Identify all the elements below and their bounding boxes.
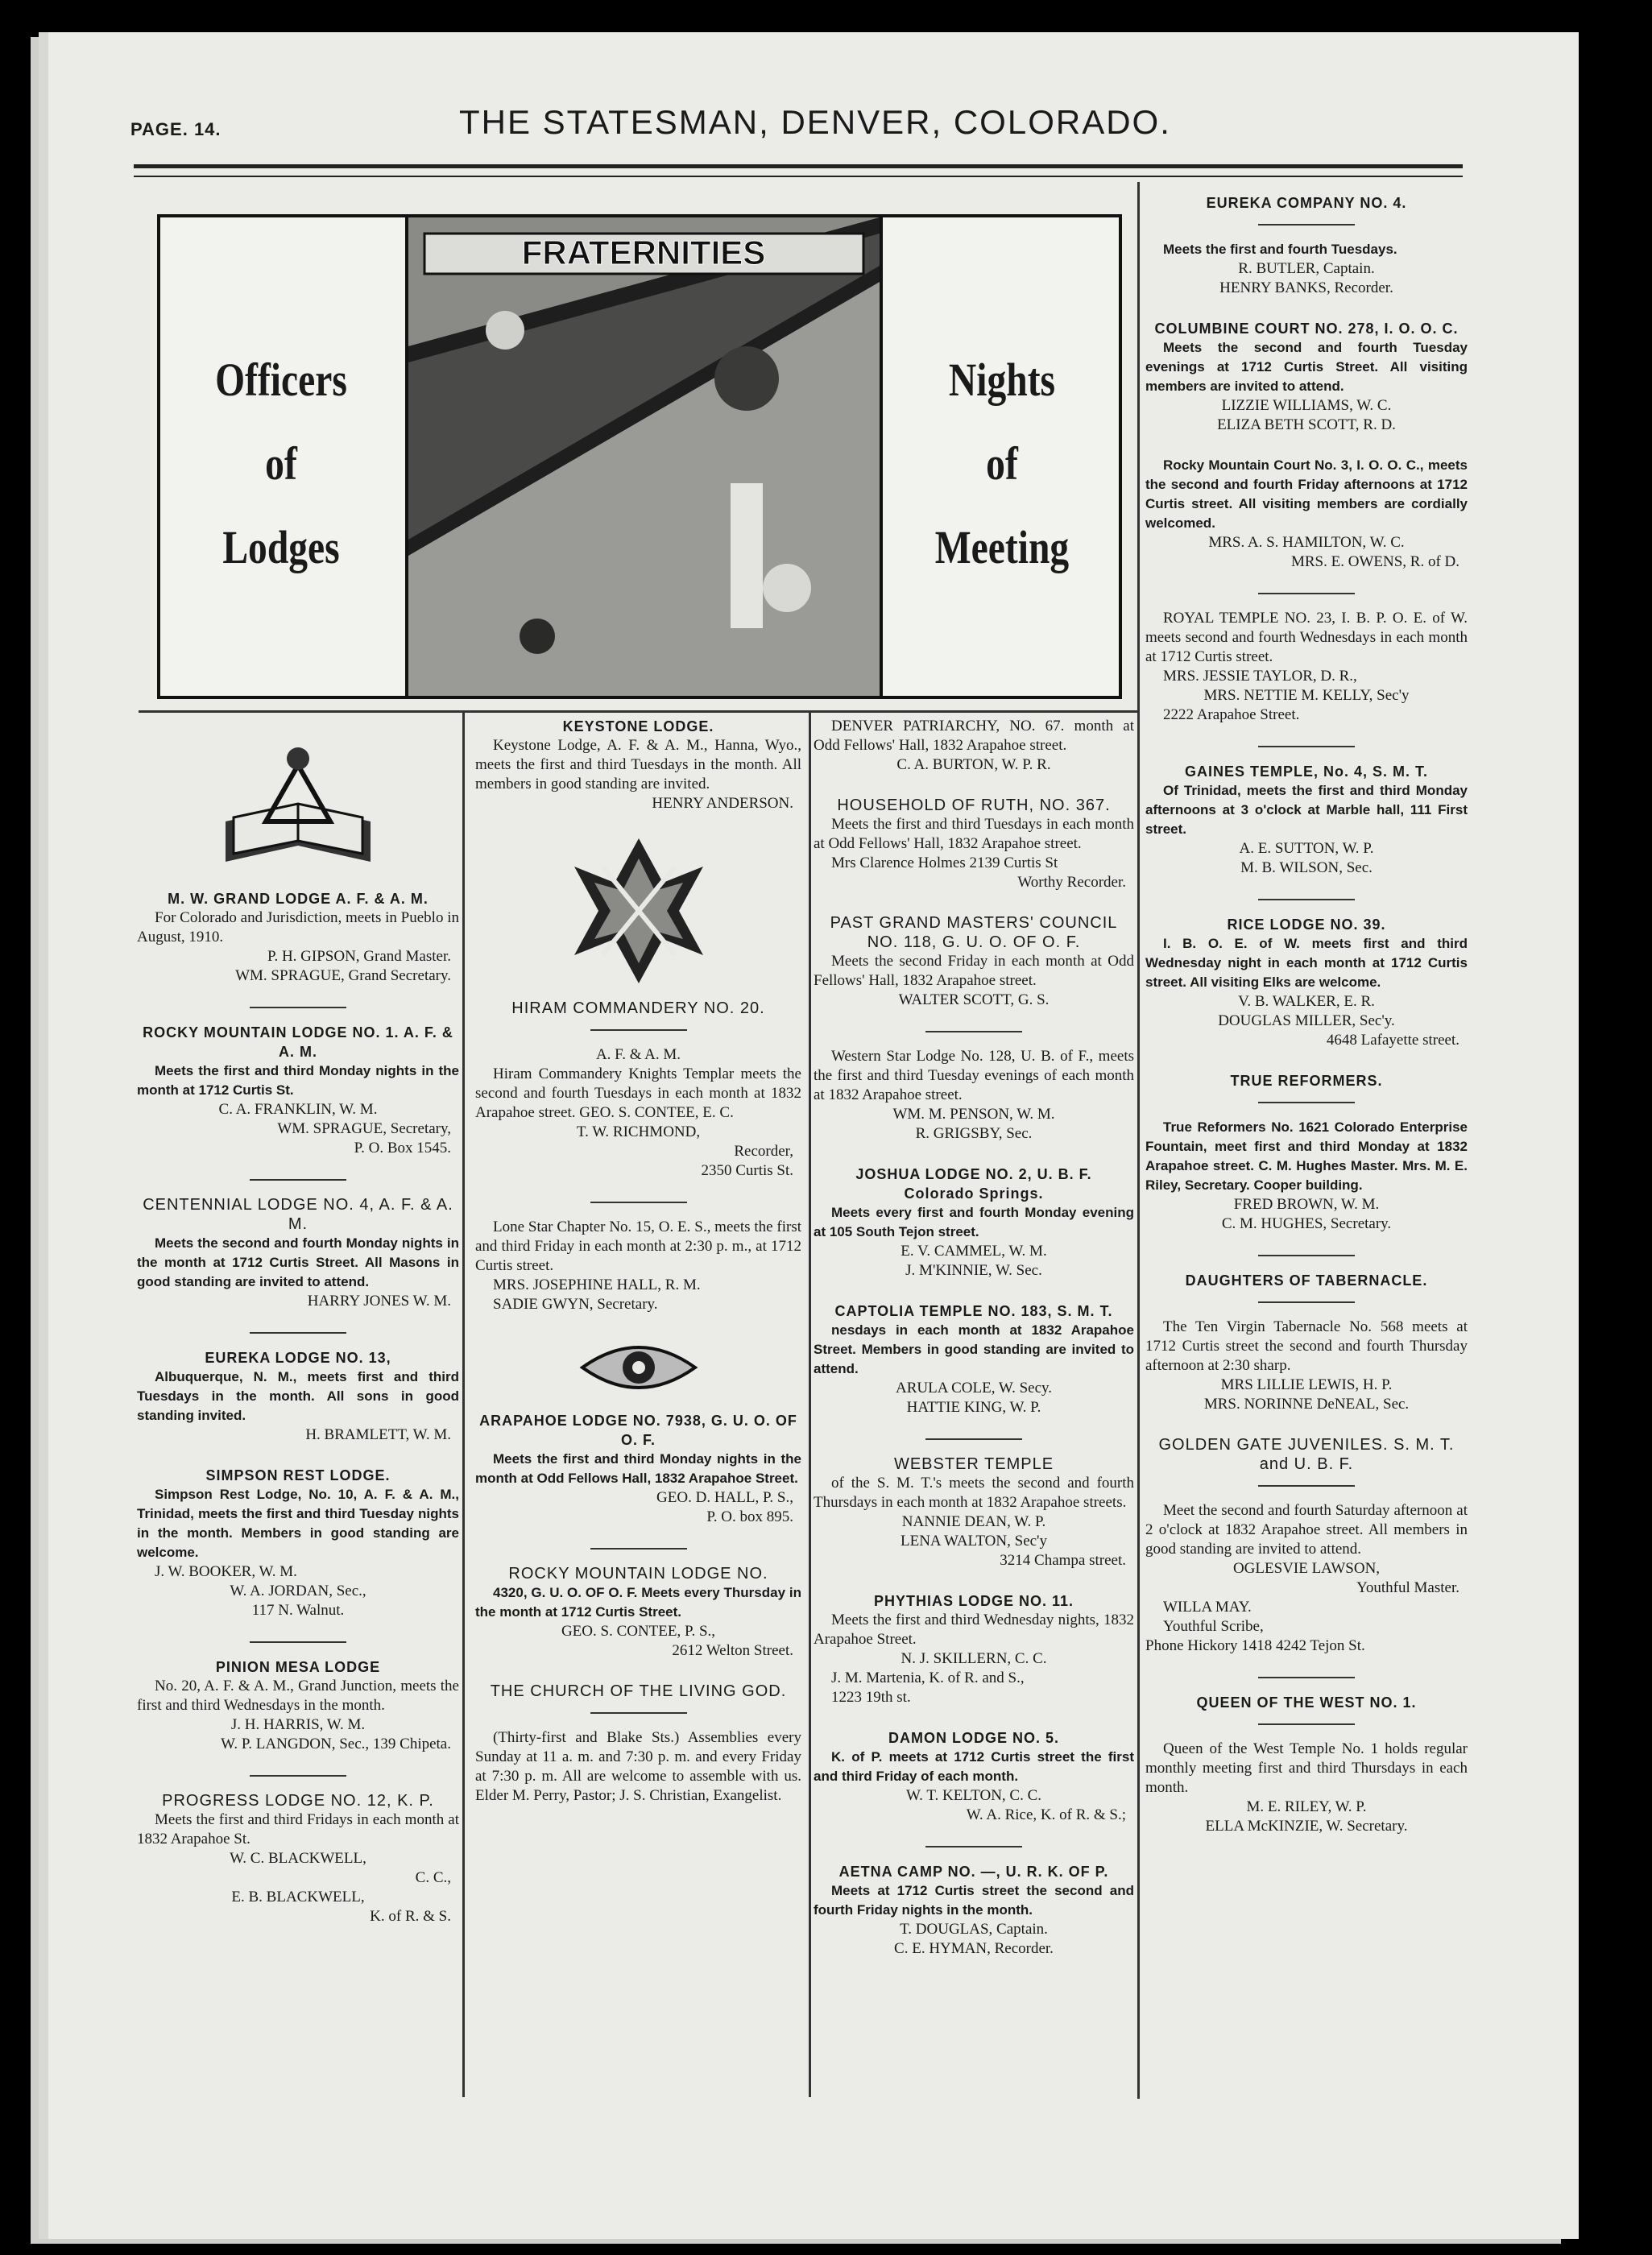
listing-name: Phone Hickory 1418 4242 Tejon St. xyxy=(1145,1637,1365,1654)
listing-name: ARULA COLE, W. Secy. xyxy=(895,1380,1053,1396)
listing-body: Albuquerque, N. M., meets first and third Tuesdays in the month. All sons in good standing invited. xyxy=(137,1369,459,1423)
listing-heading: PHYTHIAS LODGE NO. 11. xyxy=(873,1593,1074,1609)
lodge-listing xyxy=(1145,609,1468,725)
listing-body: 4320, G. U. O. OF O. F. Meets every Thursday in the month at 1712 Curtis Street. xyxy=(475,1585,801,1620)
listing-name: MRS. NETTIE M. KELLY, Sec'y xyxy=(1203,687,1410,704)
listing-body: No. 20, A. F. & A. M., Grand Junction, meets the first and third Wednesdays in the month. xyxy=(137,1678,459,1714)
lodge-listing xyxy=(475,1218,801,1314)
listing-heading: ARAPAHOE LODGE NO. 7938, G. U. O. OF O. F. xyxy=(479,1413,797,1448)
separator xyxy=(925,1438,1022,1440)
banner-word: of xyxy=(265,437,297,490)
lodge-listing xyxy=(1145,1271,1468,1414)
lodge-listing xyxy=(814,1728,1134,1825)
fraternities-banner xyxy=(157,214,1122,699)
listing-body: Meets every first and fourth Monday evening at 105 South Tejon street. xyxy=(814,1205,1134,1239)
listing-body: For Colorado and Jurisdiction, meets in Pueblo in August, 1910. xyxy=(137,909,459,945)
listing-heading: COLUMBINE COURT NO. 278, I. O. O. C. xyxy=(1154,321,1459,337)
banner-word: Officers xyxy=(215,354,347,406)
listing-name: N. J. SKILLERN, C. C. xyxy=(901,1650,1047,1667)
column-rule xyxy=(1137,182,1140,2099)
listing-body: Meets the first and third Tuesdays in each month at Odd Fellows' Hall, 1832 Arapahoe street. xyxy=(814,816,1134,852)
separator xyxy=(590,1712,687,1714)
page-number: PAGE. 14. xyxy=(130,119,222,139)
listing-heading: WEBSTER TEMPLE xyxy=(893,1455,1054,1473)
banner-word: of xyxy=(986,437,1018,490)
lodge-listing xyxy=(137,1023,459,1158)
lodge-listing xyxy=(475,1564,801,1661)
listing-name: FRED BROWN, W. M. xyxy=(1233,1196,1380,1213)
lodge-listing xyxy=(814,1047,1134,1144)
lodge-listing xyxy=(137,1791,459,1926)
listing-name: M. B. WILSON, Sec. xyxy=(1240,859,1373,876)
listing-name: C. E. HYMAN, Recorder. xyxy=(894,1940,1054,1957)
lodge-listing xyxy=(814,796,1134,892)
listing-name: R. BUTLER, Captain. xyxy=(1238,260,1375,277)
separator xyxy=(1258,224,1355,226)
listing-name: J. M'KINNIE, W. Sec. xyxy=(905,1262,1042,1279)
listing-name: J. W. BOOKER, W. M. xyxy=(155,1563,297,1580)
listing-name: P. O. box 895. xyxy=(706,1508,793,1525)
listing-body: Meets the first and third Monday nights in the month at 1712 Curtis St. xyxy=(137,1063,459,1098)
listing-body: Meets the second and fourth Tuesday evenings at 1712 Curtis Street. All visiting members are invited to attend. xyxy=(1145,340,1468,394)
listing-name: Mrs Clarence Holmes 2139 Curtis St xyxy=(831,854,1058,871)
banner-illustration xyxy=(405,217,883,696)
listing-name: WM. M. PENSON, W. M. xyxy=(892,1106,1055,1123)
listing-name: W. T. KELTON, C. C. xyxy=(905,1787,1042,1804)
lodge-listing xyxy=(475,1411,801,1527)
listing-name: J. H. HARRIS, W. M. xyxy=(230,1716,366,1733)
listing-name: WM. SPRAGUE, Grand Secretary. xyxy=(235,967,451,984)
listing-name: 117 N. Walnut. xyxy=(251,1602,345,1619)
listing-name: MRS. JESSIE TAYLOR, D. R., xyxy=(1163,668,1357,685)
listing-name: Youthful Master. xyxy=(1356,1579,1459,1596)
listing-name: C. A. BURTON, W. P. R. xyxy=(896,756,1051,773)
listing-name: 4648 Lafayette street. xyxy=(1326,1032,1459,1049)
listing-name: SADIE GWYN, Secretary. xyxy=(493,1296,658,1313)
listing-heading: AETNA CAMP NO. —, U. R. K. OF P. xyxy=(838,1864,1109,1880)
separator xyxy=(1258,1677,1355,1678)
listing-name: 1223 19th st. xyxy=(831,1689,911,1706)
separator xyxy=(1258,1255,1355,1256)
listing-name: Recorder, xyxy=(734,1143,793,1160)
listing-heading: EUREKA COMPANY NO. 4. xyxy=(1206,195,1407,211)
listing-body: True Reformers No. 1621 Colorado Enterprise Fountain, meet first and third Monday at 1832 Arapahoe street. C. M. Hughes Master. Mrs. M. E. Riley, Secretary. Cooper building. xyxy=(1145,1119,1468,1193)
lodge-listing xyxy=(137,1195,459,1311)
listing-name: A. E. SUTTON, W. P. xyxy=(1239,840,1374,857)
lodge-listing xyxy=(475,999,801,1181)
banner-center-title: FRATERNITIES xyxy=(521,234,766,271)
separator xyxy=(250,1332,346,1334)
column-rule xyxy=(809,712,811,2097)
listing-name: ELIZA BETH SCOTT, R. D. xyxy=(1217,416,1396,433)
separator xyxy=(1258,899,1355,900)
listing-name: E. V. CAMMEL, W. M. xyxy=(901,1243,1047,1260)
listing-name: 2612 Welton Street. xyxy=(672,1642,793,1659)
listing-name: WILLA MAY. xyxy=(1163,1599,1252,1616)
listing-body: Hiram Commandery Knights Templar meets the second and fourth Tuesdays in each month at 1832 Arapahoe street. GEO. S. CONTEE, E. C. xyxy=(475,1065,801,1121)
listing-heading: GOLDEN GATE JUVENILES. S. M. T. and U. B. F. xyxy=(1158,1436,1455,1473)
listing-name: ELLA McKINZIE, W. Secretary. xyxy=(1205,1818,1408,1835)
listing-body: K. of P. meets at 1712 Curtis street the first and third Friday of each month. xyxy=(814,1749,1134,1784)
separator xyxy=(925,1031,1022,1032)
listing-heading: JOSHUA LODGE NO. 2, U. B. F. xyxy=(855,1166,1092,1182)
lodge-listing xyxy=(475,717,801,813)
listing-name: T. W. RICHMOND, xyxy=(576,1123,701,1140)
listing-name: MRS LILLIE LEWIS, H. P. xyxy=(1220,1376,1393,1393)
listing-name: OGLESVIE LAWSON, xyxy=(1232,1560,1381,1577)
listing-name: Youthful Scribe, xyxy=(1163,1618,1264,1635)
banner-word: Nights xyxy=(948,354,1056,406)
listing-name: HARRY JONES W. M. xyxy=(307,1293,451,1310)
listing-name: WALTER SCOTT, G. S. xyxy=(898,991,1050,1008)
lodge-listing xyxy=(1145,915,1468,1050)
listing-body: Meets the second Friday in each month at Odd Fellows' Hall, 1832 Arapahoe street. xyxy=(814,953,1134,989)
listing-body: The Ten Virgin Tabernacle No. 568 meets at 1712 Curtis street the second and fourth Thursday afternoon at 2:30 sharp. xyxy=(1145,1318,1468,1374)
listing-body: of the S. M. T.'s meets the second and fourth Thursdays in each month at 1832 Arapahoe streets. xyxy=(814,1475,1134,1511)
listing-heading: ROCKY MOUNTAIN LODGE NO. 1. A. F. & A. M. xyxy=(143,1024,453,1060)
lodge-listing xyxy=(814,913,1134,1010)
listing-name: MRS. JOSEPHINE HALL, R. M. xyxy=(493,1276,701,1293)
listing-body: Western Star Lodge No. 128, U. B. of F., meets the first and third Tuesday evenings of each month at 1832 Arapahoe street. xyxy=(814,1048,1134,1103)
listing-name: 2222 Arapahoe Street. xyxy=(1163,706,1300,723)
newspaper-title: THE STATESMAN, DENVER, COLORADO. xyxy=(459,103,1171,141)
listing-heading: QUEEN OF THE WEST NO. 1. xyxy=(1196,1694,1417,1711)
separator xyxy=(1258,593,1355,594)
listing-name: MRS. A. S. HAMILTON, W. C. xyxy=(1208,534,1405,551)
listing-body: I. B. O. E. of W. meets first and third Wednesday night in each month at 1712 Curtis street. All visiting Elks are welcome. xyxy=(1145,936,1468,990)
listing-name: W. A. JORDAN, Sec., xyxy=(230,1583,366,1599)
banner-word: Meeting xyxy=(934,521,1070,573)
separator xyxy=(925,1846,1022,1847)
listing-body: Meets the first and third Wednesday nights, 1832 Arapahoe Street. xyxy=(814,1612,1134,1648)
listing-body: Meets the first and third Fridays in each month at 1832 Arapahoe St. xyxy=(137,1811,459,1847)
listing-name: C. C., xyxy=(415,1869,451,1886)
listing-heading: EUREKA LODGE NO. 13, xyxy=(205,1350,391,1366)
lodge-listing xyxy=(814,1454,1134,1570)
listing-name: W. A. Rice, K. of R. & S.; xyxy=(966,1806,1126,1823)
listing-name: M. E. RILEY, W. P. xyxy=(1246,1798,1367,1815)
listing-body: Keystone Lodge, A. F. & A. M., Hanna, Wyo., meets the first and third Tuesdays in the month. All members in good standing are invited. xyxy=(475,737,801,792)
column-rule xyxy=(462,712,465,2097)
listing-body: Lone Star Chapter No. 15, O. E. S., meets the first and third Friday in each month at 2:30 p. m., at 1712 Curtis street. xyxy=(475,1219,801,1274)
listing-name: W. C. BLACKWELL, xyxy=(230,1850,366,1867)
listing-name: R. GRIGSBY, Sec. xyxy=(915,1125,1033,1142)
lodge-listing xyxy=(137,1466,459,1620)
listing-name: MRS. E. OWENS, R. of D. xyxy=(1290,553,1459,570)
listing-name: K. of R. & S. xyxy=(370,1908,451,1925)
header-rule-thin xyxy=(134,176,1463,177)
listing-body: Meets at 1712 Curtis street the second and fourth Friday nights in the month. xyxy=(814,1883,1134,1918)
listing-heading: PINION MESA LODGE xyxy=(215,1659,381,1675)
lodge-listing xyxy=(814,1165,1134,1281)
listing-name: LENA WALTON, Sec'y xyxy=(901,1533,1047,1550)
listing-subheading: Colorado Springs. xyxy=(904,1185,1044,1202)
listing-name: T. DOUGLAS, Captain. xyxy=(900,1921,1048,1938)
listing-heading: DAMON LODGE NO. 5. xyxy=(888,1730,1059,1746)
listing-body: Simpson Rest Lodge, No. 10, A. F. & A. M., Trinidad, meets the first and third Tuesday nights in the month. Members in good standing are welcome. xyxy=(137,1487,459,1560)
separator xyxy=(1258,1102,1355,1103)
lodge-listing xyxy=(1145,1435,1468,1656)
listing-body: Meets the second and fourth Monday nights in the month at 1712 Curtis Street. All Masons in good standing are invited to attend. xyxy=(137,1235,459,1289)
lodge-listing xyxy=(1145,319,1468,435)
listing-body: (Thirty-first and Blake Sts.) Assemblies every Sunday at 11 a. m. and 7:30 p. m. and every Friday at 7:30 p. m. All are welcome to assemble with us. Elder M. Perry, Pastor; J. S. Christian, Exangelist. xyxy=(475,1729,801,1804)
lodge-listing xyxy=(1145,1071,1468,1234)
listing-body: Meets the first and third Monday nights in the month at Odd Fellows Hall, 1832 Arapahoe Street. xyxy=(475,1451,801,1486)
column-3 xyxy=(814,717,1134,1980)
listing-name: C. M. HUGHES, Secretary. xyxy=(1221,1215,1392,1232)
separator xyxy=(1258,746,1355,747)
lodge-listing xyxy=(137,889,459,986)
listing-name: Worthy Recorder. xyxy=(1017,874,1126,891)
listing-heading: KEYSTONE LODGE. xyxy=(562,718,714,734)
listing-heading: THE CHURCH OF THE LIVING GOD. xyxy=(490,1682,787,1700)
listing-body: ROYAL TEMPLE NO. 23, I. B. P. O. E. of W. meets second and fourth Wednesdays in each month at 1712 Curtis street. xyxy=(1145,610,1468,665)
separator xyxy=(590,1029,687,1031)
listing-name: MRS. NORINNE DeNEAL, Sec. xyxy=(1203,1396,1410,1413)
separator xyxy=(250,1641,346,1643)
lodge-listing xyxy=(137,1657,459,1754)
lodge-listing xyxy=(1145,1693,1468,1836)
lodge-listing xyxy=(1145,762,1468,878)
listing-heading: CAPTOLIA TEMPLE NO. 183, S. M. T. xyxy=(834,1303,1113,1319)
listing-name: LIZZIE WILLIAMS, W. C. xyxy=(1221,397,1392,414)
listing-name: P. O. Box 1545. xyxy=(354,1140,451,1156)
banner-word: Lodges xyxy=(222,521,340,573)
listing-body: Meet the second and fourth Saturday afternoon at 2 o'clock at 1832 Arapahoe street. All members in good standing are invited to attend. xyxy=(1145,1502,1468,1558)
lodge-listing xyxy=(475,1682,801,1806)
lodge-listing xyxy=(814,1301,1134,1417)
lodge-listing xyxy=(137,1348,459,1445)
listing-name: H. BRAMLETT, W. M. xyxy=(305,1426,451,1443)
listing-name: W. P. LANGDON, Sec., 139 Chipeta. xyxy=(221,1736,451,1752)
separator xyxy=(590,1548,687,1550)
lodge-listing xyxy=(814,1862,1134,1959)
lodge-listing xyxy=(1145,193,1468,298)
listing-body: Rocky Mountain Court No. 3, I. O. O. C., meets the second and fourth Friday afternoons at 1712 Curtis street. All visiting members are cordially welcomed. xyxy=(1145,457,1468,531)
listing-name: V. B. WALKER, E. R. xyxy=(1238,993,1375,1010)
listing-heading: GAINES TEMPLE, No. 4, S. M. T. xyxy=(1184,763,1429,780)
knights-templar-cross-icon xyxy=(570,834,707,987)
listing-name: J. M. Martenia, K. of R. and S., xyxy=(831,1670,1025,1686)
listing-heading: RICE LODGE NO. 39. xyxy=(1227,916,1386,933)
listing-name: DOUGLAS MILLER, Sec'y. xyxy=(1218,1012,1395,1029)
listing-name: HENRY BANKS, Recorder. xyxy=(1219,279,1393,296)
listing-body: DENVER PATRIARCHY, NO. 67. month at Odd Fellows' Hall, 1832 Arapahoe street. xyxy=(814,718,1134,754)
listing-name: WM. SPRAGUE, Secretary, xyxy=(277,1120,451,1137)
separator xyxy=(1258,1301,1355,1303)
listing-name: 2350 Curtis St. xyxy=(701,1162,793,1179)
listing-heading: HOUSEHOLD OF RUTH, NO. 367. xyxy=(837,796,1111,814)
column-4 xyxy=(1145,193,1468,1857)
listing-name: HATTIE KING, W. P. xyxy=(906,1399,1041,1416)
listing-body: Meets the first and fourth Tuesdays. xyxy=(1163,242,1397,257)
listing-name: E. B. BLACKWELL, xyxy=(231,1889,365,1905)
separator xyxy=(250,1007,346,1008)
listing-heading: M. W. GRAND LODGE A. F. & A. M. xyxy=(168,891,429,907)
lodge-listing xyxy=(814,717,1134,775)
listing-name: 3214 Champa street. xyxy=(1000,1552,1126,1569)
column-1 xyxy=(137,741,459,1947)
listing-heading: SIMPSON REST LODGE. xyxy=(205,1467,391,1483)
listing-heading: ROCKY MOUNTAIN LODGE NO. xyxy=(508,1565,768,1583)
listing-heading: TRUE REFORMERS. xyxy=(1230,1073,1383,1089)
listing-heading: DAUGHTERS OF TABERNACLE. xyxy=(1185,1272,1428,1289)
separator xyxy=(250,1179,346,1181)
banner-bottom-rule xyxy=(139,710,1137,713)
listing-heading: CENTENNIAL LODGE NO. 4, A. F. & A. M. xyxy=(143,1196,453,1233)
fraternities-illustration-image xyxy=(408,217,880,696)
separator xyxy=(590,1202,687,1203)
lodge-listing xyxy=(1145,456,1468,572)
header-rule xyxy=(134,164,1463,168)
listing-heading: PROGRESS LODGE NO. 12, K. P. xyxy=(162,1792,434,1810)
all-seeing-eye-icon xyxy=(578,1335,699,1400)
listing-heading: HIRAM COMMANDERY NO. 20. xyxy=(511,999,765,1017)
listing-body: nesdays in each month at 1832 Arapahoe Street. Members in good standing are invited to attend. xyxy=(814,1322,1134,1376)
listing-name: GEO. S. CONTEE, P. S., xyxy=(561,1623,716,1640)
banner-right-panel xyxy=(885,217,1119,696)
listing-name: P. H. GIPSON, Grand Master. xyxy=(267,948,451,965)
listing-name: HENRY ANDERSON. xyxy=(652,795,793,812)
separator xyxy=(1258,1723,1355,1725)
listing-heading: PAST GRAND MASTERS' COUNCIL NO. 118, G. U. O. OF O. F. xyxy=(830,914,1118,951)
listing-name: GEO. D. HALL, P. S., xyxy=(656,1489,793,1506)
separator xyxy=(1258,1485,1355,1487)
listing-body: Queen of the West Temple No. 1 holds regular monthly meeting first and third Thursdays in each month. xyxy=(1145,1740,1468,1796)
masonic-bible-icon xyxy=(217,741,379,878)
column-2 xyxy=(475,717,801,1827)
banner-left-panel xyxy=(160,217,402,696)
lodge-listing xyxy=(814,1591,1134,1707)
separator xyxy=(250,1775,346,1777)
listing-name: NANNIE DEAN, W. P. xyxy=(901,1513,1046,1530)
listing-body: Of Trinidad, meets the first and third Monday afternoons at 3 o'clock at Marble hall, 111 First street. xyxy=(1145,783,1468,837)
listing-subheading: A. F. & A. M. xyxy=(595,1046,681,1063)
listing-name: C. A. FRANKLIN, W. M. xyxy=(218,1101,378,1118)
